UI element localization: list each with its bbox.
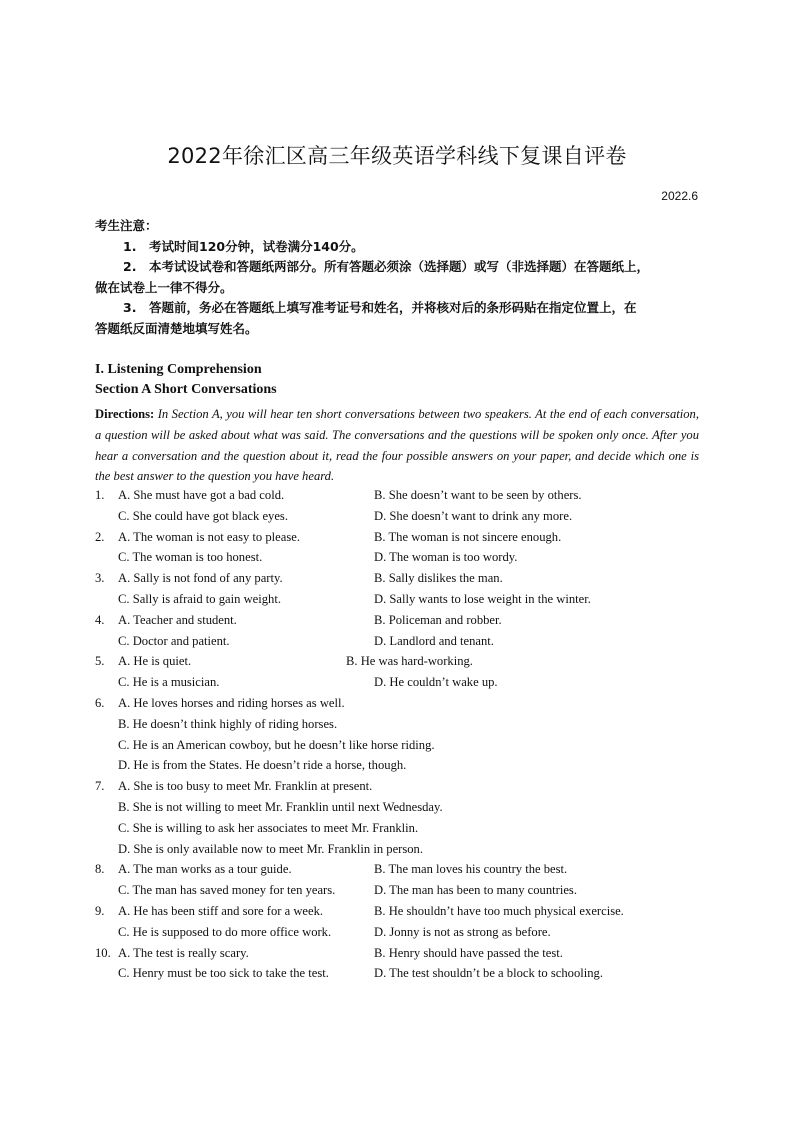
notice-text: 本考试设试卷和答题纸两部分。所有答题必须涂（选择题）或写（非选择题）在答题纸上， bbox=[149, 259, 650, 274]
notice-item-2 bbox=[95, 257, 703, 278]
exam-date: 2022.6 bbox=[661, 189, 698, 203]
question-row bbox=[95, 672, 705, 693]
question-row bbox=[95, 547, 705, 568]
notice-number: 2. bbox=[123, 259, 137, 274]
directions-paragraph bbox=[95, 404, 699, 487]
option-c: C. Doctor and patient. bbox=[118, 633, 230, 648]
option-a: A. He has been stiff and sore for a week. bbox=[118, 903, 324, 918]
option-a: A. She must have got a bad cold. bbox=[118, 488, 285, 502]
option-b: B. Sally dislikes the man. bbox=[374, 571, 503, 586]
question-row bbox=[95, 527, 705, 548]
section-heading: Section A Short Conversations bbox=[95, 382, 277, 397]
option-b: B. Henry should have passed the test. bbox=[374, 945, 563, 960]
option-b: B. He doesn’t think highly of riding horses. bbox=[118, 716, 338, 731]
directions-text: In Section A, you will hear ten short conversations between two speakers. At the end of each conversation, a question will be asked about what was said. The conversations and the questions will be spoken only once. After you hear a conversation and the question about it, read the four possible answers on your paper, and decide which one is the best answer to the question you have heard. bbox=[95, 407, 699, 484]
notice-heading: 考生注意： bbox=[95, 218, 158, 233]
notice-number: 1. bbox=[123, 238, 137, 254]
question-row bbox=[95, 693, 705, 714]
exam-title: 2022年徐汇区高三年级英语学科线下复课自评卷 bbox=[167, 144, 627, 168]
part-heading: I. Listening Comprehension bbox=[95, 362, 262, 377]
notice-item-3-continued: 答题纸反面清楚地填写姓名。 bbox=[95, 320, 258, 336]
notice-item-3 bbox=[95, 298, 703, 319]
option-c: C. The man has saved money for ten years. bbox=[118, 883, 336, 898]
question-row bbox=[95, 943, 705, 964]
option-b: B. The woman is not sincere enough. bbox=[374, 529, 562, 544]
option-b: B. He was hard-working. bbox=[346, 654, 473, 669]
option-a: A. The woman is not easy to please. bbox=[118, 529, 300, 544]
question-row bbox=[95, 506, 705, 527]
question-number: 5. bbox=[95, 654, 105, 669]
question-number: 4. bbox=[95, 612, 105, 627]
option-c: C. He is supposed to do more office work. bbox=[118, 924, 332, 939]
option-c: C. Henry must be too sick to take the test. bbox=[118, 966, 329, 981]
question-row bbox=[95, 589, 705, 610]
option-b: B. She doesn’t want to be seen by others. bbox=[374, 488, 582, 502]
option-a: A. The test is really scary. bbox=[118, 945, 249, 960]
notice-text: 答题前，务必在答题纸上填写准考证号和姓名，并将核对后的条形码贴在指定位置上，在 bbox=[149, 300, 637, 315]
option-c: C. The woman is too honest. bbox=[118, 550, 263, 565]
option-b: B. Policeman and robber. bbox=[374, 612, 502, 627]
option-d: D. She doesn’t want to drink any more. bbox=[374, 508, 573, 523]
question-number: 2. bbox=[95, 529, 105, 544]
notice-text: 考试时间120分钟，试卷满分140分。 bbox=[149, 238, 364, 254]
option-a: A. He loves horses and riding horses as well. bbox=[118, 695, 345, 710]
question-row bbox=[95, 568, 705, 589]
directions-label: Directions: bbox=[95, 407, 155, 421]
question-number: 10. bbox=[95, 945, 111, 960]
option-c: C. He is an American cowboy, but he doesn’t like horse riding. bbox=[118, 737, 435, 752]
option-b: B. He shouldn’t have too much physical exercise. bbox=[374, 903, 624, 918]
option-c: C. She is willing to ask her associates to meet Mr. Franklin. bbox=[118, 820, 419, 835]
question-number: 9. bbox=[95, 903, 105, 918]
option-d: D. The man has been to many countries. bbox=[374, 883, 577, 898]
notice-number: 3. bbox=[123, 300, 137, 315]
question-row bbox=[95, 714, 705, 735]
question-row bbox=[95, 485, 705, 506]
notice-item-1 bbox=[95, 237, 703, 258]
option-b: B. She is not willing to meet Mr. Franklin until next Wednesday. bbox=[118, 799, 443, 814]
option-d: D. Jonny is not as strong as before. bbox=[374, 924, 551, 939]
question-row bbox=[95, 922, 705, 943]
question-row bbox=[95, 776, 705, 797]
option-a: A. The man works as a tour guide. bbox=[118, 862, 292, 877]
question-row bbox=[95, 963, 705, 984]
question-row bbox=[95, 631, 705, 652]
question-row bbox=[95, 839, 705, 860]
question-number: 1. bbox=[95, 488, 105, 502]
question-row bbox=[95, 651, 705, 672]
option-d: D. Sally wants to lose weight in the winter. bbox=[374, 591, 591, 606]
question-row bbox=[95, 859, 705, 880]
question-row bbox=[95, 880, 705, 901]
option-a: A. He is quiet. bbox=[118, 654, 192, 669]
option-b: B. The man loves his country the best. bbox=[374, 862, 568, 877]
option-a: A. Sally is not fond of any party. bbox=[118, 571, 283, 586]
question-row bbox=[95, 610, 705, 631]
option-d: D. He is from the States. He doesn’t ride a horse, though. bbox=[118, 758, 407, 773]
option-a: A. Teacher and student. bbox=[118, 612, 237, 627]
option-d: D. The woman is too wordy. bbox=[374, 550, 518, 565]
question-row bbox=[95, 735, 705, 756]
question-number: 7. bbox=[95, 779, 105, 794]
option-c: C. He is a musician. bbox=[118, 675, 220, 690]
option-c: C. She could have got black eyes. bbox=[118, 508, 288, 523]
option-d: D. Landlord and tenant. bbox=[374, 633, 494, 648]
question-row bbox=[95, 818, 705, 839]
notice-item-2-continued: 做在试卷上一律不得分。 bbox=[95, 279, 233, 295]
question-row bbox=[95, 901, 705, 922]
option-c: C. Sally is afraid to gain weight. bbox=[118, 591, 281, 606]
question-number: 3. bbox=[95, 571, 105, 586]
question-number: 6. bbox=[95, 695, 105, 710]
question-row bbox=[95, 755, 705, 776]
option-d: D. He couldn’t wake up. bbox=[374, 675, 498, 690]
candidate-notice bbox=[95, 216, 703, 339]
option-d: D. She is only available now to meet Mr. Franklin in person. bbox=[118, 841, 424, 856]
option-d: D. The test shouldn’t be a block to schooling. bbox=[374, 966, 603, 981]
question-number: 8. bbox=[95, 862, 105, 877]
question-row bbox=[95, 797, 705, 818]
question-list bbox=[95, 485, 705, 984]
option-a: A. She is too busy to meet Mr. Franklin at present. bbox=[118, 779, 373, 794]
